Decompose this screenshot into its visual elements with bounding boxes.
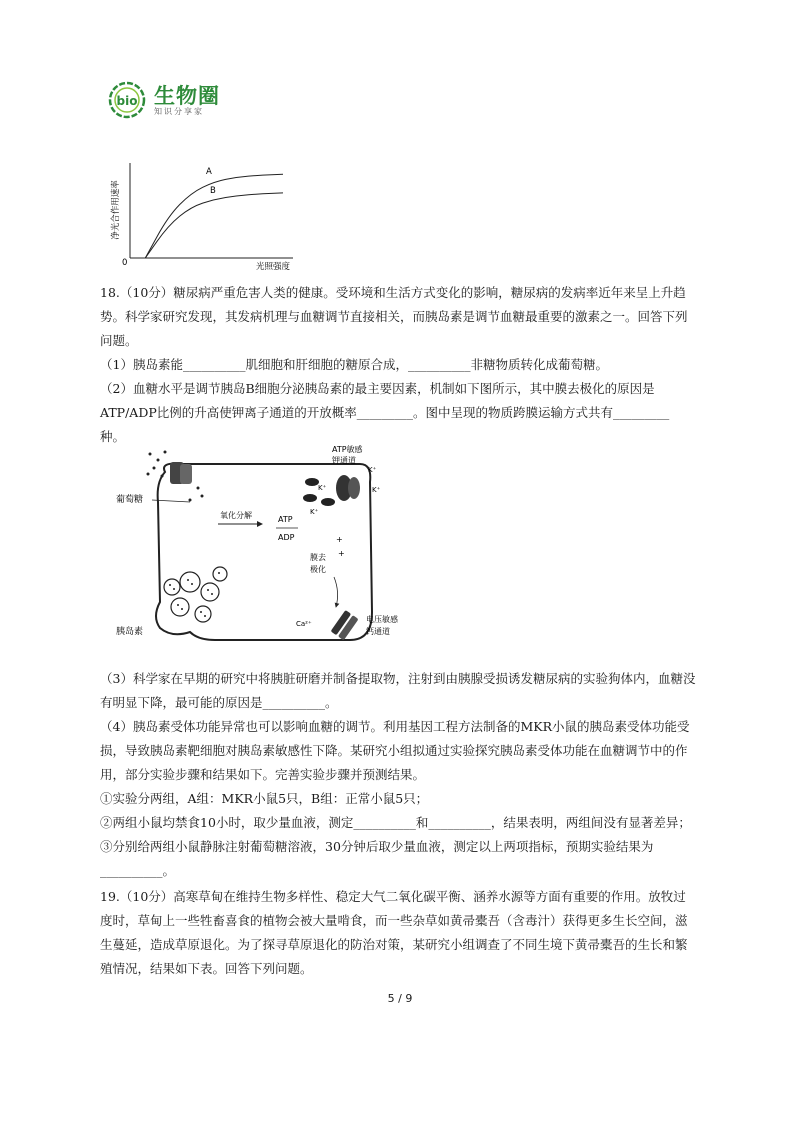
q18-line-4: （1）胰岛素能__________肌细胞和肝细胞的糖原合成，__________非糖物质转化成葡萄糖。 (100, 357, 608, 372)
series-b-label: B (210, 186, 216, 196)
oxidation-label: 氧化分解 (220, 511, 252, 520)
logo-title: 生物圈 (154, 84, 220, 108)
beta-cell-diagram (110, 442, 430, 657)
adp-label: ADP (278, 533, 295, 542)
k-atp-channel (336, 475, 360, 501)
series-a-label: A (206, 167, 212, 177)
glucose-label: 葡萄糖 (116, 495, 144, 505)
q18-line-8: （3）科学家在早期的研究中将胰脏研磨并制备提取物，注射到由胰腺受损诱发糖尿病的实验狗体内，血糖没 (100, 671, 696, 686)
q18-line-6: ATP/ADP比例的升高使钾离子通道的开放概率_________。图中呈现的物质跨膜运输方式共有_________ (100, 405, 670, 420)
page-number: 5 / 9 (387, 992, 413, 1005)
origin-label: 0 (122, 258, 128, 268)
depolarization-label-2: 极化 (310, 565, 326, 574)
q18-line-10: （4）胰岛素受体功能异常也可以影响血糖的调节。利用基因工程方法制备的MKR小鼠的胰岛素受体功能受 (100, 719, 690, 734)
k-ion-label-3: K⁺ (318, 484, 327, 492)
q18-line-13: ①实验分两组，A组：MKR小鼠5只，B组：正常小鼠5只； (100, 791, 429, 806)
ca-channel (331, 610, 359, 640)
ca-channel-label-2: 钙通道 (366, 627, 390, 636)
ca-channel-label-1: 电压敏感 (366, 615, 398, 624)
insulin-label: 胰岛素 (116, 627, 144, 637)
atp-molecules (303, 478, 335, 506)
q18-line-7: 种。 (100, 429, 126, 444)
q18-line-16: __________。 (100, 863, 176, 878)
q18-line-15: ③分别给两组小鼠静脉注射葡萄糖溶液，30分钟后取少量血液，测定以上两项指标，预期实验结果为 (100, 839, 654, 854)
plus-sign: + (336, 535, 343, 544)
plus-sign-2: + (338, 549, 345, 558)
q18-line-1: 18.（10分）糖尿病严重危害人类的健康。受环境和生活方式变化的影响，糖尿病的发病率近年来呈上升趋 (100, 285, 686, 300)
q18-line-5: （2）血糖水平是调节胰岛B细胞分泌胰岛素的最主要因素，机制如下图所示，其中膜去极化的原因是 (100, 381, 655, 396)
q18-line-3: 问题。 (100, 333, 138, 348)
logo-mark: bio (116, 94, 138, 108)
q18-line-9: 有明显下降，最可能的原因是__________。 (100, 695, 338, 710)
q19-line-2: 度时，草甸上一些牲畜喜食的植物会被大量啃食，而一些杂草如黄帚橐吾（含毒汁）获得更多生长空间，滋 (100, 913, 688, 928)
k-channel-label-1: ATP敏感 (332, 445, 363, 454)
q19-line-4: 殖情况，结果如下表。回答下列问题。 (100, 961, 313, 976)
q19-line-1: 19.（10分）高寒草甸在维持生物多样性、稳定大气二氧化碳平衡、涵养水源等方面有重要的作用。放牧过 (100, 889, 686, 904)
ca-ion-label: Ca²⁺ (296, 620, 312, 628)
q18-line-14: ②两组小鼠均禁食10小时，取少量血液，测定__________和__________，结果表明，两组间没有显著差异； (100, 815, 691, 830)
q19-line-3: 生蔓延，造成草原退化。为了探寻草原退化的防治对策，某研究小组调查了不同生境下黄帚橐吾的生长和繁 (100, 937, 688, 952)
q18-line-11: 损，导致胰岛素靶细胞对胰岛素敏感性下降。某研究小组拟通过实验探究胰岛素受体功能在血糖调节中的作 (100, 743, 688, 758)
logo-subtitle: 知识分享家 (154, 107, 204, 116)
series-b-line (145, 193, 283, 258)
k-ion-label-4: K⁺ (310, 508, 319, 516)
glucose-transporter (170, 462, 192, 484)
x-axis-label: 光照强度 (255, 262, 291, 272)
depolarization-label-1: 膜去 (310, 553, 326, 562)
k-ion-label-2: K⁺ (372, 486, 381, 494)
q18-line-2: 势。科学家研究发现，其发病机理与血糖调节直接相关，而胰岛素是调节血糖最重要的激素之一。回答下列 (100, 309, 688, 324)
photosynthesis-chart (108, 155, 298, 275)
y-axis-label: 净光合作用速率 (111, 180, 121, 240)
q18-line-12: 用，部分实验步骤和结果如下。完善实验步骤并预测结果。 (100, 767, 426, 782)
k-channel-label-2: 钾通道 (332, 456, 356, 465)
insulin-vesicles (164, 567, 227, 622)
atp-label: ATP (278, 515, 293, 524)
k-ion-label-1: K⁺ (368, 466, 377, 474)
